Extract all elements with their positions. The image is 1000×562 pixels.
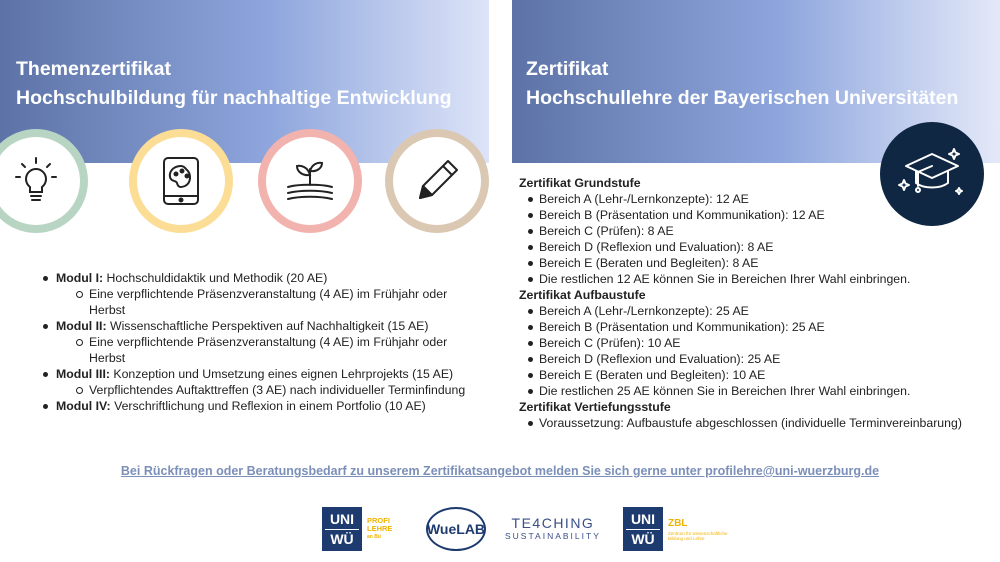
right-title [526,55,958,113]
uni-mark-bottom: WÜ [631,531,655,547]
module-name: Modul I: [56,271,104,285]
list-item: Bereich A (Lehr-/Lernkonzepte): 12 AE [519,191,997,207]
list-item: Die restlichen 25 AE können Sie in Bereichen Ihrer Wahl einbringen. [519,383,997,399]
sprout-circle [258,129,362,233]
profilehre-text [367,517,392,541]
list-item: Bereich E (Beraten und Begleiten): 10 AE [519,367,997,383]
uni-wue-mark-2 [623,507,663,551]
teaching-line2: SUSTAINABILITY [505,531,601,541]
wuelab-logo [426,507,486,551]
uni-profilehre-logo [322,507,392,551]
uni-mark-top: UNI [626,510,660,530]
teaching-line1: TE4CHING [511,515,595,531]
section-title-aufbaustufe: Zertifikat Aufbaustufe [519,288,646,302]
module-subitem: Eine verpflichtende Präsenzveranstaltung (4 AE) im Frühjahr oder Herbst [56,286,480,318]
module-item [40,270,480,318]
uni-zbl-logo [623,507,732,551]
left-title [16,55,452,113]
list-item: Bereich B (Präsentation und Kommunikation): 12 AE [519,207,997,223]
module-text: Hochschuldidaktik und Methodik (20 AE) [103,271,328,285]
section-title-vertiefungsstufe: Zertifikat Vertiefungsstufe [519,400,671,414]
zbl-subtitle: Zentrum für wissenschaftliche Bildung und Lehre [668,530,728,541]
teaching-text [505,515,601,541]
zbl-text [668,518,732,541]
left-title-line1: Themenzertifikat [16,58,171,80]
module-text: Wissenschaftliche Perspektiven auf Nachhaltigkeit (15 AE) [106,319,429,333]
list-item: Die restlichen 12 AE können Sie in Bereichen Ihrer Wahl einbringen. [519,271,997,287]
module-subitem: Verpflichtendes Auftakttreffen (3 AE) nach individueller Terminfindung [56,382,480,398]
sprout-field-icon [284,157,336,205]
contact-link[interactable]: Bei Rückfragen oder Beratungsbedarf zu unserem Zertifikatsangebot melden Sie sich gerne unter profilehre@uni-wuerzburg.de [120,464,880,478]
left-title-line2: Hochschulbildung für nachhaltige Entwicklung [16,87,452,109]
module-name: Modul IV: [56,399,111,413]
list-item: Bereich D (Reflexion und Evaluation): 25 AE [519,351,997,367]
list-item: Bereich B (Präsentation und Kommunikation): 25 AE [519,319,997,335]
right-title-line2: Hochschullehre der Bayerischen Universitäten [526,87,959,109]
uni-wue-mark [322,507,362,551]
certificate-list [519,175,997,431]
uni-mark-top: UNI [325,510,359,530]
zbl-title: ZBL [668,517,688,529]
lightbulb-icon [10,155,62,207]
profilehre-line3: an Bü [367,534,381,540]
list-item: Bereich A (Lehr-/Lernkonzepte): 25 AE [519,303,997,319]
module-item [40,318,480,366]
right-title-line1: Zertifikat [526,58,609,80]
list-item: Voraussetzung: Aufbaustufe abgeschlossen (individuelle Terminvereinbarung) [519,415,997,431]
pencil-icon [412,156,462,206]
module-list [40,270,480,414]
module-item [40,366,480,398]
profilehre-line1: PROFI [367,516,390,525]
list-item: Bereich C (Prüfen): 8 AE [519,223,997,239]
tablet-circle [129,129,233,233]
module-name: Modul II: [56,319,107,333]
module-text: Konzeption und Umsetzung eines eignen Lehrprojekts (15 AE) [109,367,454,381]
wuelab-mark: WueLAB [426,507,486,551]
module-text: Verschriftlichung und Reflexion in einem Portfolio (10 AE) [110,399,426,413]
module-item [40,398,480,414]
tablet-palette-icon [158,155,204,207]
list-item: Bereich D (Reflexion und Evaluation): 8 AE [519,239,997,255]
profilehre-line2: LEHRE [367,524,393,533]
pencil-circle [385,129,489,233]
module-subitem: Eine verpflichtende Präsenzveranstaltung (4 AE) im Frühjahr oder Herbst [56,334,480,366]
module-name: Modul III: [56,367,110,381]
section-title-grundstufe: Zertifikat Grundstufe [519,176,641,190]
list-item: Bereich E (Beraten und Begleiten): 8 AE [519,255,997,271]
uni-mark-bottom: WÜ [330,531,354,547]
list-item: Bereich C (Prüfen): 10 AE [519,335,997,351]
teaching-sustainability-logo [505,515,601,541]
